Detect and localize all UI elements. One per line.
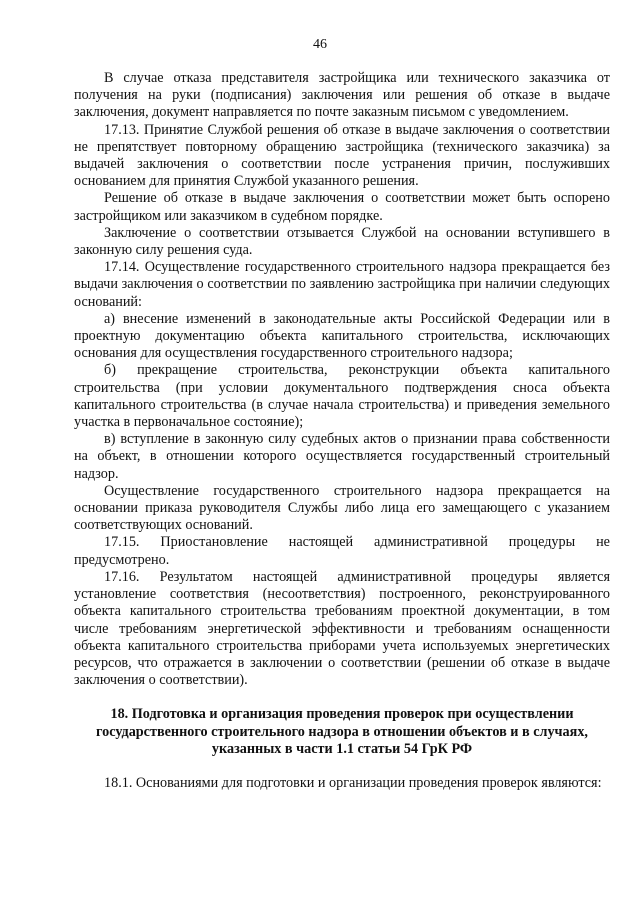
paragraph-17-16: 17.16. Результатом настоящей административной процедуры является установление соответствия (несоответствия) построенного, реконструированного объекта капитального строительства требованиям проектной документации, в том числе требованиям энергетической эффективности и требованиям оснащенности объекта капитального строительства приборами учета используемых энергетических ресурсов, что отражается в заключении о соответствии (решении об отказе в выдаче заключения о соответствии). <box>74 568 610 689</box>
list-item-v: в) вступление в законную силу судебных актов о признании права собственности на объект, в отношении которого осуществляется государственный строительный надзор. <box>74 431 610 482</box>
section-heading-18: 18. Подготовка и организация проведения проверок при осуществлении государственного строительного надзора в отношении объектов и в случаях, указанных в части 1.1 статьи 54 ГрК РФ <box>96 706 588 757</box>
paragraph-termination-order: Осуществление государственного строительного надзора прекращается на основании приказа руководителя Службы либо лица его замещающего с указанием соответствующих оснований. <box>74 482 610 534</box>
document-body <box>74 70 610 792</box>
list-item-b: б) прекращение строительства, реконструкции объекта капитального строительства (при условии документального подтверждения сноса объекта капитального строительства (в случае начала строительства) и приведения земельного участка в первоначальное состояние); <box>74 362 610 431</box>
paragraph-17-14: 17.14. Осуществление государственного строительного надзора прекращается без выдачи заключения о соответствии по заявлению застройщика при наличии следующих оснований: <box>74 259 610 310</box>
page-number: 46 <box>313 37 327 52</box>
paragraph-revocation: Заключение о соответствии отзывается Службой на основании вступившего в законную силу решения суда. <box>74 224 610 259</box>
paragraph-18-1: 18.1. Основаниями для подготовки и организации проведения проверок являются: <box>104 774 602 791</box>
paragraph-17-13: 17.13. Принятие Службой решения об отказе в выдаче заключения о соответствии не препятствует повторному обращению застройщика (технического заказчика) за выдачей заключения о соответствии после устранения причин, послуживших основанием для принятия Службой указанного решения. <box>74 121 610 190</box>
list-item-a: а) внесение изменений в законодательные акты Российской Федерации или в проектную документацию объекта капитального строительства, исключающих основания для осуществления государственного строительного надзора; <box>74 310 610 362</box>
paragraph-17-15: 17.15. Приостановление настоящей административной процедуры не предусмотрено. <box>74 534 610 568</box>
paragraph-appeal: Решение об отказе в выдаче заключения о соответствии может быть оспорено застройщиком или заказчиком в судебном порядке. <box>74 190 610 224</box>
paragraph-refusal-delivery: В случае отказа представителя застройщика или технического заказчика от получения на руки (подписания) заключения или решения об отказе в выдаче заключения, документ направляется по почте заказным письмом с уведомлением. <box>74 70 610 121</box>
